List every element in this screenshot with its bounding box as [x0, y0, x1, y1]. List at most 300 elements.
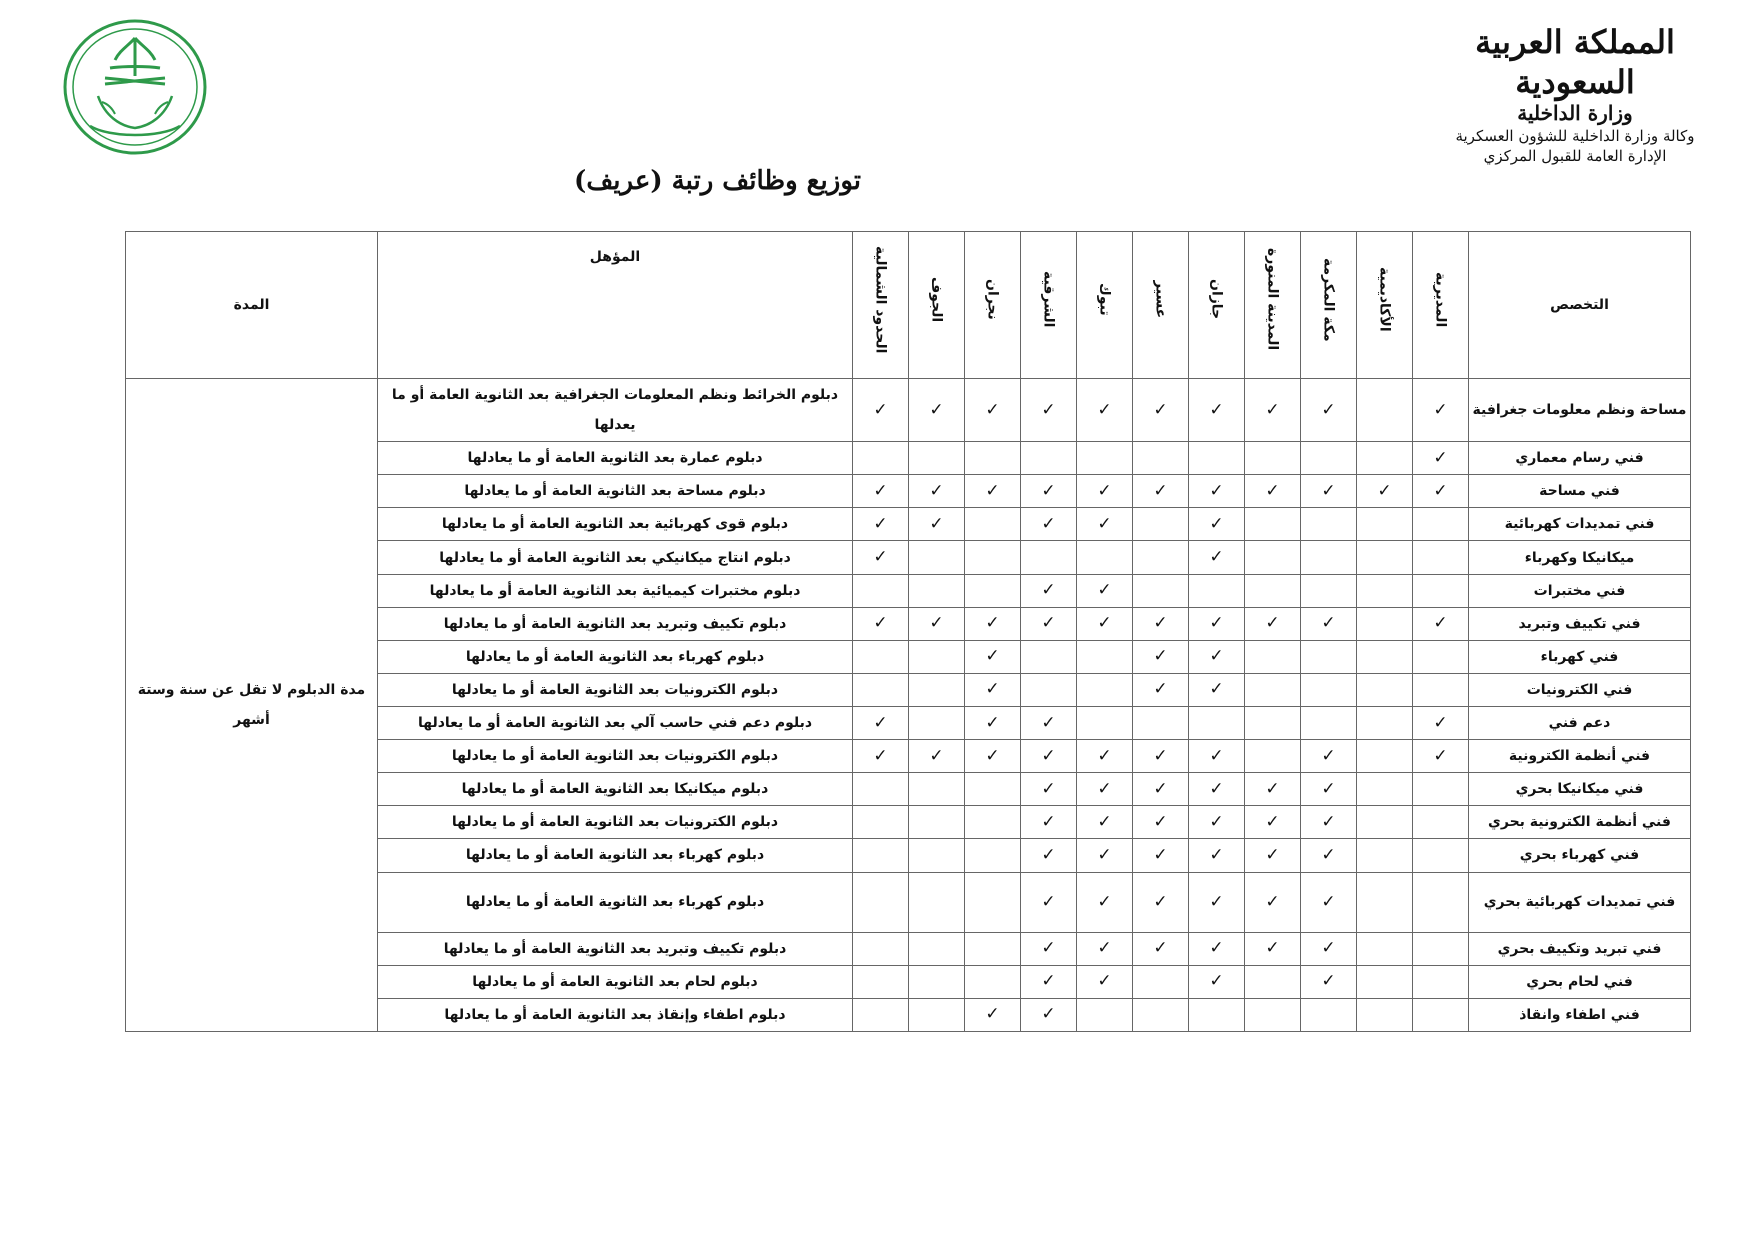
region-cell — [1357, 673, 1413, 706]
check-icon: ✓ — [873, 547, 888, 567]
region-cell — [1413, 640, 1469, 673]
check-icon: ✓ — [1041, 513, 1056, 534]
region-cell — [1189, 740, 1245, 773]
region-label: الجوف — [928, 276, 945, 323]
region-cell — [1021, 508, 1077, 541]
region-cell — [1021, 965, 1077, 998]
specialty-cell: فني ميكانيكا بحري — [1469, 773, 1691, 806]
check-icon: ✓ — [873, 513, 888, 534]
check-icon: ✓ — [1097, 613, 1112, 634]
region-cell — [1413, 839, 1469, 872]
region-cell — [1357, 541, 1413, 574]
region-cell — [1021, 640, 1077, 673]
region-cell — [965, 998, 1021, 1031]
check-icon: ✓ — [1097, 513, 1112, 534]
region-cell — [1245, 475, 1301, 508]
region-cell — [1189, 998, 1245, 1031]
region-cell — [1133, 541, 1189, 574]
specialty-cell: فني الكترونيات — [1469, 673, 1691, 706]
region-cell — [1245, 574, 1301, 607]
region-cell — [1021, 773, 1077, 806]
check-icon: ✓ — [1265, 399, 1280, 420]
check-icon: ✓ — [1321, 480, 1336, 501]
check-icon: ✓ — [1153, 844, 1168, 865]
region-label: المديرية — [1432, 271, 1449, 328]
check-icon: ✓ — [929, 613, 944, 634]
check-icon: ✓ — [1097, 745, 1112, 766]
region-cell — [909, 475, 965, 508]
region-cell — [909, 640, 965, 673]
region-cell — [1301, 707, 1357, 740]
check-icon: ✓ — [873, 399, 888, 420]
check-icon: ✓ — [1153, 938, 1168, 959]
check-icon: ✓ — [1153, 480, 1168, 501]
qualification-cell: دبلوم قوى كهربائية بعد الثانوية العامة أو ما يعادلها — [378, 508, 853, 541]
region-cell — [1189, 707, 1245, 740]
region-cell — [1189, 640, 1245, 673]
specialty-cell: فني مختبرات — [1469, 574, 1691, 607]
check-icon: ✓ — [1209, 778, 1224, 799]
specialty-cell: فني أنظمة الكترونية — [1469, 740, 1691, 773]
region-cell — [965, 508, 1021, 541]
region-cell — [909, 932, 965, 965]
check-icon: ✓ — [985, 712, 1000, 733]
check-icon: ✓ — [929, 513, 944, 534]
check-icon: ✓ — [985, 745, 1000, 766]
region-cell — [965, 707, 1021, 740]
region-cell — [1301, 541, 1357, 574]
region-cell — [1189, 773, 1245, 806]
specialty-cell: فني كهرباء بحري — [1469, 839, 1691, 872]
table-header-row — [126, 232, 1691, 379]
region-cell — [1021, 932, 1077, 965]
check-icon: ✓ — [1097, 580, 1112, 601]
region-cell — [1245, 541, 1301, 574]
region-cell — [1189, 872, 1245, 932]
check-icon: ✓ — [873, 480, 888, 501]
region-cell — [1189, 839, 1245, 872]
region-cell — [909, 839, 965, 872]
header-region — [909, 232, 965, 379]
region-cell — [1021, 806, 1077, 839]
region-cell — [965, 740, 1021, 773]
qualification-cell: دبلوم الكترونيات بعد الثانوية العامة أو ما يعادلها — [378, 806, 853, 839]
region-cell — [1189, 508, 1245, 541]
header-region — [965, 232, 1021, 379]
region-cell — [1133, 475, 1189, 508]
region-cell — [1301, 872, 1357, 932]
check-icon: ✓ — [1265, 891, 1280, 912]
region-cell — [853, 806, 909, 839]
specialty-cell: فني لحام بحري — [1469, 965, 1691, 998]
header-region — [853, 232, 909, 379]
check-icon: ✓ — [1041, 971, 1056, 992]
check-icon: ✓ — [1433, 745, 1448, 766]
region-cell — [1133, 740, 1189, 773]
agency-name: وكالة وزارة الداخلية للشؤون العسكرية — [1455, 127, 1695, 145]
region-cell — [1189, 574, 1245, 607]
region-cell — [909, 442, 965, 475]
region-cell — [1245, 998, 1301, 1031]
region-cell — [909, 607, 965, 640]
check-icon: ✓ — [1321, 399, 1336, 420]
check-icon: ✓ — [1097, 778, 1112, 799]
qualification-cell: دبلوم كهرباء بعد الثانوية العامة أو ما يعادلها — [378, 872, 853, 932]
region-label: المدينة المنورة — [1264, 248, 1281, 351]
specialty-cell: فني تبريد وتكييف بحري — [1469, 932, 1691, 965]
region-cell — [1189, 475, 1245, 508]
check-icon: ✓ — [873, 745, 888, 766]
check-icon: ✓ — [1265, 613, 1280, 634]
check-icon: ✓ — [1321, 613, 1336, 634]
region-cell — [1133, 508, 1189, 541]
region-cell — [1245, 773, 1301, 806]
qualification-cell: دبلوم تكييف وتبريد بعد الثانوية العامة أو ما يعادلها — [378, 932, 853, 965]
check-icon: ✓ — [1321, 811, 1336, 832]
check-icon: ✓ — [1433, 399, 1448, 420]
region-cell — [1021, 607, 1077, 640]
region-cell — [965, 442, 1021, 475]
region-label: جازان — [1208, 279, 1225, 320]
region-cell — [1021, 839, 1077, 872]
region-cell — [1077, 574, 1133, 607]
region-cell — [1077, 965, 1133, 998]
region-cell — [1357, 475, 1413, 508]
region-cell — [1245, 640, 1301, 673]
table-row — [126, 379, 1691, 442]
region-cell — [965, 607, 1021, 640]
header-region — [1077, 232, 1133, 379]
check-icon: ✓ — [1097, 811, 1112, 832]
check-icon: ✓ — [985, 646, 1000, 667]
header-qualification: المؤهل — [378, 232, 853, 379]
region-cell — [1413, 932, 1469, 965]
specialty-cell: فني أنظمة الكترونية بحري — [1469, 806, 1691, 839]
qualification-cell: دبلوم كهرباء بعد الثانوية العامة أو ما يعادلها — [378, 839, 853, 872]
check-icon: ✓ — [1041, 811, 1056, 832]
region-cell — [853, 475, 909, 508]
region-cell — [965, 965, 1021, 998]
region-cell — [909, 541, 965, 574]
region-cell — [965, 932, 1021, 965]
letterhead — [1425, 22, 1725, 166]
region-cell — [1021, 574, 1077, 607]
check-icon: ✓ — [1041, 580, 1056, 601]
qualification-cell: دبلوم انتاج ميكانيكي بعد الثانوية العامة أو ما يعادلها — [378, 541, 853, 574]
department-name: الإدارة العامة للقبول المركزي — [1483, 147, 1667, 165]
specialty-cell: مساحة ونظم معلومات جغرافية — [1469, 379, 1691, 442]
region-cell — [1357, 998, 1413, 1031]
region-cell — [853, 379, 909, 442]
check-icon: ✓ — [1433, 447, 1448, 468]
region-cell — [1301, 640, 1357, 673]
region-cell — [909, 508, 965, 541]
check-icon: ✓ — [929, 745, 944, 766]
region-cell — [909, 806, 965, 839]
region-cell — [965, 839, 1021, 872]
region-cell — [1357, 574, 1413, 607]
region-cell — [1357, 932, 1413, 965]
region-cell — [1189, 965, 1245, 998]
region-cell — [1245, 806, 1301, 839]
check-icon: ✓ — [1209, 513, 1224, 534]
header-region — [1413, 232, 1469, 379]
region-cell — [1413, 707, 1469, 740]
specialty-cell: فني مساحة — [1469, 475, 1691, 508]
check-icon: ✓ — [1209, 547, 1224, 567]
check-icon: ✓ — [1321, 971, 1336, 992]
header-region — [1189, 232, 1245, 379]
check-icon: ✓ — [1097, 938, 1112, 959]
qualification-cell: دبلوم الكترونيات بعد الثانوية العامة أو ما يعادلها — [378, 740, 853, 773]
region-cell — [1413, 442, 1469, 475]
check-icon: ✓ — [1209, 891, 1224, 912]
check-icon: ✓ — [1097, 844, 1112, 865]
check-icon: ✓ — [873, 613, 888, 634]
check-icon: ✓ — [1209, 399, 1224, 420]
region-cell — [1077, 541, 1133, 574]
region-cell — [909, 872, 965, 932]
check-icon: ✓ — [1433, 480, 1448, 501]
qualification-cell: دبلوم تكييف وتبريد بعد الثانوية العامة أو ما يعادلها — [378, 607, 853, 640]
check-icon: ✓ — [929, 399, 944, 420]
region-cell — [1133, 872, 1189, 932]
region-label: نجران — [984, 279, 1001, 320]
region-cell — [1021, 541, 1077, 574]
region-cell — [965, 806, 1021, 839]
check-icon: ✓ — [985, 480, 1000, 501]
saudi-emblem-icon — [60, 16, 210, 158]
check-icon: ✓ — [1321, 745, 1336, 766]
qualification-cell: دبلوم ميكانيكا بعد الثانوية العامة أو ما يعادلها — [378, 773, 853, 806]
region-cell — [1357, 773, 1413, 806]
check-icon: ✓ — [1041, 712, 1056, 733]
region-cell — [1245, 872, 1301, 932]
region-cell — [1245, 740, 1301, 773]
distribution-table — [125, 231, 1691, 1032]
check-icon: ✓ — [985, 679, 1000, 700]
region-cell — [1245, 839, 1301, 872]
region-cell — [1357, 607, 1413, 640]
region-cell — [965, 574, 1021, 607]
specialty-cell: فني رسام معماري — [1469, 442, 1691, 475]
region-cell — [1133, 607, 1189, 640]
region-cell — [1133, 998, 1189, 1031]
region-cell — [1357, 806, 1413, 839]
region-cell — [1133, 379, 1189, 442]
region-cell — [1189, 607, 1245, 640]
check-icon: ✓ — [1433, 613, 1448, 634]
check-icon: ✓ — [929, 480, 944, 501]
region-cell — [1077, 839, 1133, 872]
region-cell — [1357, 839, 1413, 872]
region-cell — [853, 607, 909, 640]
region-cell — [1133, 442, 1189, 475]
qualification-cell: دبلوم عمارة بعد الثانوية العامة أو ما يعادلها — [378, 442, 853, 475]
region-cell — [909, 673, 965, 706]
check-icon: ✓ — [1041, 891, 1056, 912]
check-icon: ✓ — [1265, 938, 1280, 959]
region-cell — [853, 541, 909, 574]
qualification-cell: دبلوم مساحة بعد الثانوية العامة أو ما يعادلها — [378, 475, 853, 508]
qualification-cell: دبلوم اطفاء وإنقاذ بعد الثانوية العامة أو ما يعادلها — [378, 998, 853, 1031]
region-label: الشرقية — [1040, 271, 1057, 328]
region-cell — [1245, 932, 1301, 965]
region-cell — [1021, 872, 1077, 932]
region-cell — [1021, 998, 1077, 1031]
region-cell — [853, 965, 909, 998]
region-cell — [1077, 508, 1133, 541]
qualification-cell: دبلوم دعم فني حاسب آلي بعد الثانوية العامة أو ما يعادلها — [378, 707, 853, 740]
region-cell — [1077, 607, 1133, 640]
check-icon: ✓ — [1153, 745, 1168, 766]
region-cell — [1413, 475, 1469, 508]
region-cell — [1077, 998, 1133, 1031]
check-icon: ✓ — [1097, 480, 1112, 501]
region-cell — [1413, 541, 1469, 574]
region-cell — [1413, 872, 1469, 932]
region-cell — [965, 773, 1021, 806]
region-cell — [1077, 673, 1133, 706]
header-region — [1357, 232, 1413, 379]
check-icon: ✓ — [1153, 613, 1168, 634]
region-cell — [853, 508, 909, 541]
check-icon: ✓ — [1041, 745, 1056, 766]
region-cell — [965, 673, 1021, 706]
region-cell — [1301, 998, 1357, 1031]
region-cell — [1245, 442, 1301, 475]
qualification-cell: دبلوم مختبرات كيميائية بعد الثانوية العامة أو ما يعادلها — [378, 574, 853, 607]
region-cell — [1021, 707, 1077, 740]
check-icon: ✓ — [1321, 844, 1336, 865]
region-cell — [1301, 475, 1357, 508]
region-label: مكة المكرمة — [1320, 257, 1337, 342]
header-specialty: التخصص — [1469, 232, 1691, 379]
check-icon: ✓ — [1153, 399, 1168, 420]
region-cell — [1413, 965, 1469, 998]
region-cell — [1245, 379, 1301, 442]
region-cell — [853, 740, 909, 773]
region-cell — [1413, 379, 1469, 442]
region-cell — [1021, 379, 1077, 442]
check-icon: ✓ — [1041, 1004, 1056, 1025]
specialty-cell: فني تمديدات كهربائية — [1469, 508, 1691, 541]
region-cell — [909, 773, 965, 806]
check-icon: ✓ — [1153, 811, 1168, 832]
header-duration: المدة — [126, 232, 378, 379]
check-icon: ✓ — [985, 1004, 1000, 1025]
check-icon: ✓ — [1265, 844, 1280, 865]
specialty-cell: دعم فني — [1469, 707, 1691, 740]
region-cell — [1189, 932, 1245, 965]
kingdom-name: المملكة العربية السعودية — [1475, 23, 1675, 101]
region-cell — [909, 965, 965, 998]
region-cell — [853, 839, 909, 872]
region-cell — [1245, 707, 1301, 740]
region-cell — [909, 574, 965, 607]
region-cell — [1301, 379, 1357, 442]
region-cell — [1357, 707, 1413, 740]
specialty-cell: فني كهرباء — [1469, 640, 1691, 673]
region-cell — [853, 673, 909, 706]
qualification-cell: دبلوم لحام بعد الثانوية العامة أو ما يعادلها — [378, 965, 853, 998]
check-icon: ✓ — [985, 613, 1000, 634]
region-cell — [1077, 379, 1133, 442]
region-cell — [1301, 740, 1357, 773]
qualification-cell: دبلوم الكترونيات بعد الثانوية العامة أو ما يعادلها — [378, 673, 853, 706]
header-region — [1133, 232, 1189, 379]
region-cell — [853, 872, 909, 932]
header-region — [1301, 232, 1357, 379]
region-cell — [1133, 932, 1189, 965]
check-icon: ✓ — [1041, 844, 1056, 865]
region-cell — [1133, 773, 1189, 806]
check-icon: ✓ — [1097, 891, 1112, 912]
region-cell — [1357, 740, 1413, 773]
region-cell — [853, 442, 909, 475]
qualification-cell: دبلوم الخرائط ونظم المعلومات الجغرافية بعد الثانوية العامة أو ما يعدلها — [378, 379, 853, 442]
region-cell — [1357, 379, 1413, 442]
specialty-cell: ميكانيكا وكهرباء — [1469, 541, 1691, 574]
region-cell — [1245, 965, 1301, 998]
check-icon: ✓ — [1209, 613, 1224, 634]
region-cell — [1301, 673, 1357, 706]
check-icon: ✓ — [1041, 480, 1056, 501]
region-cell — [1077, 475, 1133, 508]
region-cell — [1245, 673, 1301, 706]
region-cell — [1301, 806, 1357, 839]
region-cell — [1357, 965, 1413, 998]
duration-cell: مدة الدبلوم لا تقل عن سنة وستة أشهر — [126, 379, 378, 1032]
specialty-cell: فني تمديدات كهربائية بحري — [1469, 872, 1691, 932]
region-cell — [1133, 707, 1189, 740]
check-icon: ✓ — [1265, 811, 1280, 832]
check-icon: ✓ — [1209, 745, 1224, 766]
region-cell — [1413, 806, 1469, 839]
region-cell — [909, 707, 965, 740]
region-cell — [1301, 574, 1357, 607]
check-icon: ✓ — [1153, 891, 1168, 912]
region-cell — [1077, 806, 1133, 839]
region-cell — [1189, 806, 1245, 839]
region-cell — [853, 574, 909, 607]
check-icon: ✓ — [1209, 971, 1224, 992]
region-cell — [1021, 673, 1077, 706]
region-cell — [1133, 806, 1189, 839]
region-cell — [1413, 673, 1469, 706]
region-cell — [1133, 574, 1189, 607]
region-cell — [1413, 740, 1469, 773]
check-icon: ✓ — [1041, 778, 1056, 799]
region-cell — [1301, 508, 1357, 541]
region-cell — [853, 932, 909, 965]
check-icon: ✓ — [1209, 480, 1224, 501]
ministry-name: وزارة الداخلية — [1517, 101, 1633, 125]
region-cell — [1413, 773, 1469, 806]
region-cell — [1021, 475, 1077, 508]
region-cell — [1133, 839, 1189, 872]
region-cell — [1301, 442, 1357, 475]
check-icon: ✓ — [1209, 646, 1224, 667]
region-cell — [1357, 442, 1413, 475]
check-icon: ✓ — [1377, 480, 1392, 501]
check-icon: ✓ — [1041, 938, 1056, 959]
region-cell — [1357, 872, 1413, 932]
page-title: توزيع وظائف رتبة (عريف) — [574, 166, 861, 196]
region-cell — [1133, 640, 1189, 673]
check-icon: ✓ — [1265, 480, 1280, 501]
check-icon: ✓ — [1097, 971, 1112, 992]
